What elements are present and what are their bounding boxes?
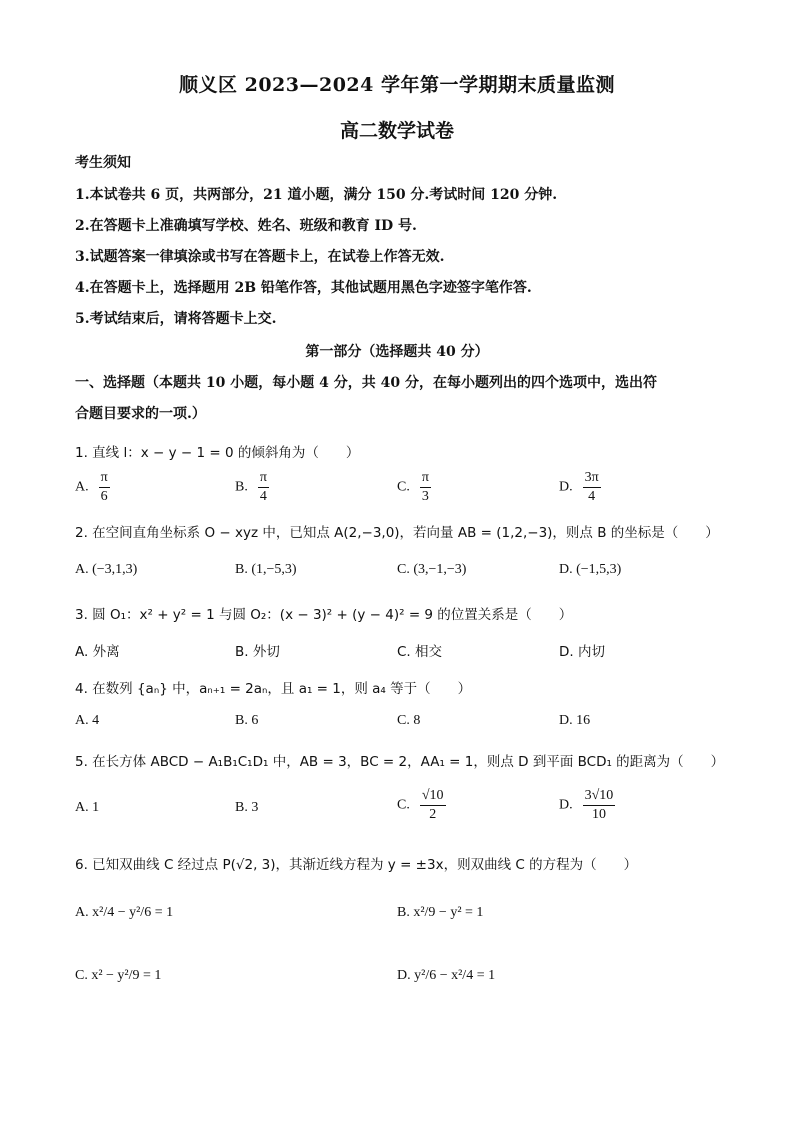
- option-label: C.: [397, 562, 410, 577]
- q2-option-c: [397, 562, 466, 578]
- numerator: π: [420, 470, 431, 488]
- option-text: 1: [92, 800, 100, 815]
- option-text: (3,−1,−3): [413, 562, 467, 577]
- option-text: (1,−5,3): [251, 562, 297, 577]
- q4-option-d: [559, 713, 590, 729]
- q6-option-a: [75, 905, 173, 921]
- q2-option-b: [235, 562, 297, 578]
- fraction: [583, 788, 616, 823]
- fraction: [583, 470, 601, 505]
- option-text: (−3,1,3): [92, 562, 138, 577]
- fraction: [99, 470, 110, 505]
- q3-option-a: [75, 640, 120, 660]
- option-text: 内切: [577, 644, 605, 660]
- option-label: D.: [397, 968, 411, 983]
- option-label: C.: [397, 644, 411, 660]
- option-label: C.: [397, 713, 410, 728]
- q6-option-d: [397, 968, 495, 984]
- option-label: A.: [75, 562, 89, 577]
- note-item: 3.试题答案一律填涂或书写在答题卡上，在试卷上作答无效.: [75, 249, 445, 265]
- question-1-stem: 1. 直线 l：x − y − 1 = 0 的倾斜角为（ ）: [75, 445, 360, 461]
- option-label: B.: [397, 905, 410, 920]
- option-label: B.: [235, 713, 248, 728]
- section-instruction: 一、选择题（本题共 10 小题，每小题 4 分，共 40 分，在每小题列出的四个选项中，选出符: [75, 375, 657, 391]
- fraction: [258, 470, 269, 505]
- option-label: A.: [75, 713, 89, 728]
- q1-option-d: [559, 470, 601, 505]
- q4-option-c: [397, 713, 420, 729]
- notes-heading: 考生须知: [75, 155, 131, 171]
- option-text: x² − y²/9 = 1: [91, 968, 162, 983]
- denominator: 2: [429, 807, 437, 822]
- q5-option-b: [235, 800, 258, 816]
- question-6-stem: 6. 已知双曲线 C 经过点 P(√2, 3)，其渐近线方程为 y = ±3x，则双曲线 C 的方程为（ ）: [75, 857, 638, 873]
- option-label: D.: [559, 644, 574, 660]
- option-text: 相交: [415, 644, 443, 660]
- numerator: 3√10: [583, 788, 616, 806]
- denominator: 4: [259, 489, 267, 504]
- note-item: 1.本试卷共 6 页，共两部分，21 道小题，满分 150 分.考试时间 120 分钟.: [75, 187, 558, 203]
- q1-option-c: [397, 470, 431, 505]
- denominator: 6: [100, 489, 108, 504]
- q2-option-a: [75, 562, 137, 578]
- fraction: [420, 788, 446, 823]
- question-2-stem: 2. 在空间直角坐标系 O − xyz 中，已知点 A(2,−3,0)，若向量 AB = (1,2,−3)，则点 B 的坐标是（ ）: [75, 525, 719, 541]
- option-label: A.: [75, 800, 89, 815]
- denominator: 10: [591, 807, 606, 822]
- option-label: C.: [397, 797, 410, 813]
- option-label: B.: [235, 479, 248, 495]
- note-item: 2.在答题卡上准确填写学校、姓名、班级和教育 ID 号.: [75, 218, 417, 234]
- q6-option-b: [397, 905, 483, 921]
- q5-option-a: [75, 800, 99, 816]
- numerator: 3π: [583, 470, 601, 488]
- numerator: √10: [420, 788, 446, 806]
- q1-option-b: [235, 470, 269, 505]
- numerator: π: [99, 470, 110, 488]
- q4-option-a: [75, 713, 99, 729]
- option-label: D.: [559, 479, 573, 495]
- question-4-stem: 4. 在数列 {aₙ} 中，aₙ₊₁ = 2aₙ，且 a₁ = 1，则 a₄ 等于（ ）: [75, 681, 472, 697]
- option-label: A.: [75, 905, 89, 920]
- option-label: D.: [559, 562, 573, 577]
- option-text: 3: [251, 800, 259, 815]
- option-label: D.: [559, 713, 573, 728]
- denominator: 3: [421, 489, 429, 504]
- option-label: B.: [235, 800, 248, 815]
- option-text: x²/9 − y² = 1: [413, 905, 484, 920]
- q2-option-d: [559, 562, 621, 578]
- question-3-stem: 3. 圆 O₁：x² + y² = 1 与圆 O₂：(x − 3)² + (y − 4)² = 9 的位置关系是（ ）: [75, 607, 573, 623]
- option-label: A.: [75, 479, 89, 495]
- part-title: 第一部分（选择题共 40 分）: [305, 344, 489, 360]
- q3-option-c: [397, 640, 442, 660]
- option-text: 外切: [252, 644, 280, 660]
- q6-option-c: [75, 968, 161, 984]
- q3-option-b: [235, 640, 280, 660]
- q5-option-d: [559, 788, 615, 823]
- option-label: A.: [75, 644, 89, 660]
- option-text: 6: [251, 713, 259, 728]
- numerator: π: [258, 470, 269, 488]
- q5-option-c: [397, 788, 446, 823]
- option-label: B.: [235, 562, 248, 577]
- note-item: 4.在答题卡上，选择题用 2B 铅笔作答，其他试题用黑色字迹签字笔作答.: [75, 280, 532, 296]
- option-text: 16: [576, 713, 591, 728]
- note-item: 5.考试结束后，请将答题卡上交.: [75, 311, 277, 327]
- q4-option-b: [235, 713, 258, 729]
- option-text: 4: [92, 713, 100, 728]
- fraction: [420, 470, 431, 505]
- option-label: C.: [397, 479, 410, 495]
- option-text: 8: [413, 713, 421, 728]
- denominator: 4: [588, 489, 596, 504]
- question-5-stem: 5. 在长方体 ABCD − A₁B₁C₁D₁ 中，AB = 3，BC = 2，AA₁ = 1，则点 D 到平面 BCD₁ 的距离为（ ）: [75, 754, 725, 770]
- option-text: x²/4 − y²/6 = 1: [92, 905, 174, 920]
- q1-option-a: [75, 470, 110, 505]
- exam-title: 顺义区 2023—2024 学年第一学期期末质量监测: [179, 74, 615, 96]
- option-label: D.: [559, 797, 573, 813]
- option-text: y²/6 − x²/4 = 1: [414, 968, 496, 983]
- option-label: B.: [235, 644, 249, 660]
- q3-option-d: [559, 640, 605, 660]
- option-text: (−1,5,3): [576, 562, 622, 577]
- exam-subtitle: 高二数学试卷: [339, 120, 454, 142]
- option-text: 外离: [92, 644, 120, 660]
- option-label: C.: [75, 968, 88, 983]
- section-instruction-cont: 合题目要求的一项.）: [75, 406, 206, 422]
